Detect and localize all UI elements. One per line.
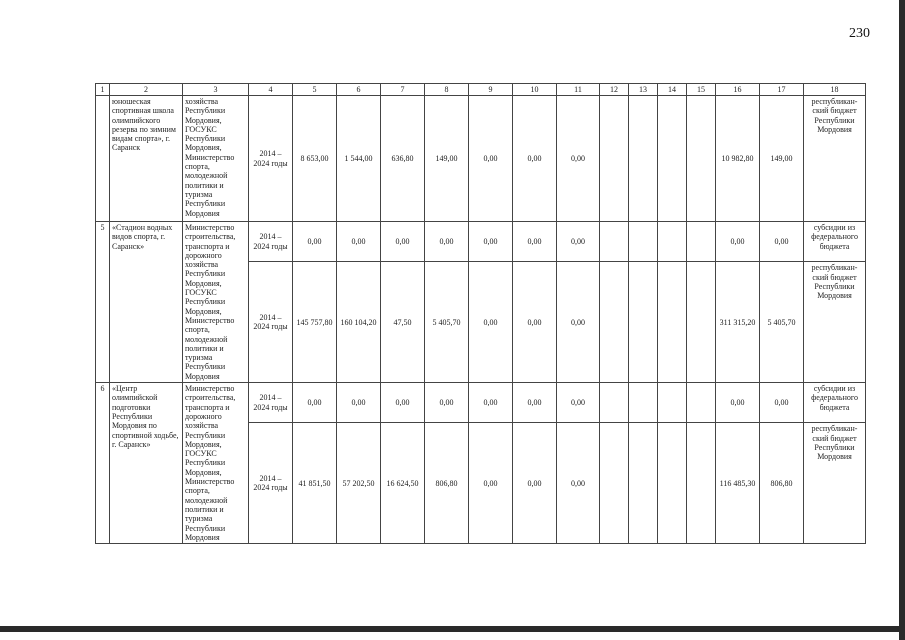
header-cell: 5 xyxy=(293,84,337,96)
value-cell xyxy=(629,262,658,383)
header-cell: 15 xyxy=(687,84,716,96)
value-cell xyxy=(687,383,716,423)
value-cell xyxy=(629,383,658,423)
value-cell: 0,00 xyxy=(425,383,469,423)
value-cell: 0,00 xyxy=(557,262,600,383)
funding-source-cell: субсидии из федерального бюджета xyxy=(804,383,866,423)
value-cell: 5 405,70 xyxy=(760,262,804,383)
period-cell: 2014 – 2024 годы xyxy=(249,423,293,544)
value-cell xyxy=(687,262,716,383)
header-cell: 1 xyxy=(96,84,110,96)
value-cell xyxy=(658,262,687,383)
value-cell: 806,80 xyxy=(760,423,804,544)
value-cell xyxy=(600,222,629,262)
header-cell: 8 xyxy=(425,84,469,96)
value-cell: 0,00 xyxy=(469,423,513,544)
right-scan-border xyxy=(899,0,905,640)
value-cell: 57 202,50 xyxy=(337,423,381,544)
value-cell: 0,00 xyxy=(381,222,425,262)
value-cell: 0,00 xyxy=(337,383,381,423)
value-cell: 149,00 xyxy=(425,96,469,222)
funding-source-cell: республикан-ский бюджет Республики Мордовия xyxy=(804,423,866,544)
header-cell: 4 xyxy=(249,84,293,96)
value-cell xyxy=(658,96,687,222)
object-name-cell: «Стадион водных видов спорта, г. Саранск» xyxy=(110,222,183,383)
value-cell: 636,80 xyxy=(381,96,425,222)
value-cell xyxy=(600,262,629,383)
value-cell: 0,00 xyxy=(513,262,557,383)
header-cell: 6 xyxy=(337,84,381,96)
funding-source-cell: республикан-ский бюджет Республики Мордовия xyxy=(804,96,866,222)
value-cell: 149,00 xyxy=(760,96,804,222)
header-cell: 9 xyxy=(469,84,513,96)
bottom-scan-border xyxy=(0,626,905,632)
value-cell: 1 544,00 xyxy=(337,96,381,222)
value-cell: 10 982,80 xyxy=(716,96,760,222)
value-cell xyxy=(658,383,687,423)
page-number: 230 xyxy=(849,26,870,41)
value-cell xyxy=(687,222,716,262)
period-cell: 2014 – 2024 годы xyxy=(249,383,293,423)
header-cell: 17 xyxy=(760,84,804,96)
value-cell: 47,50 xyxy=(381,262,425,383)
value-cell: 0,00 xyxy=(557,383,600,423)
value-cell: 41 851,50 xyxy=(293,423,337,544)
value-cell xyxy=(629,96,658,222)
period-cell: 2014 – 2024 годы xyxy=(249,222,293,262)
header-cell: 18 xyxy=(804,84,866,96)
value-cell: 8 653,00 xyxy=(293,96,337,222)
value-cell: 0,00 xyxy=(557,96,600,222)
budget-table xyxy=(95,83,866,544)
header-cell: 13 xyxy=(629,84,658,96)
value-cell: 0,00 xyxy=(760,383,804,423)
value-cell: 0,00 xyxy=(469,383,513,423)
table-row xyxy=(96,96,866,222)
value-cell: 0,00 xyxy=(469,96,513,222)
budget-table-sheet xyxy=(95,83,865,544)
value-cell: 0,00 xyxy=(293,222,337,262)
value-cell xyxy=(629,423,658,544)
period-cell: 2014 – 2024 годы xyxy=(249,262,293,383)
table-row xyxy=(96,383,866,423)
value-cell xyxy=(687,423,716,544)
value-cell xyxy=(658,423,687,544)
row-number-cell: 5 xyxy=(96,222,110,383)
value-cell: 5 405,70 xyxy=(425,262,469,383)
executor-cell: Министерство строительства, транспорта и дорожного хозяйства Республики Мордовия, ГОСУКС Республики Мордовия, Министерство спорта, молодежной политики и туризма Республики Мордовия xyxy=(183,222,249,383)
value-cell: 0,00 xyxy=(513,96,557,222)
header-cell: 10 xyxy=(513,84,557,96)
value-cell: 0,00 xyxy=(557,423,600,544)
funding-source-cell: субсидии из федерального бюджета xyxy=(804,222,866,262)
header-cell: 12 xyxy=(600,84,629,96)
value-cell xyxy=(600,96,629,222)
value-cell: 806,80 xyxy=(425,423,469,544)
table-row xyxy=(96,222,866,262)
value-cell: 0,00 xyxy=(293,383,337,423)
value-cell: 0,00 xyxy=(557,222,600,262)
value-cell: 145 757,80 xyxy=(293,262,337,383)
value-cell xyxy=(600,383,629,423)
executor-cell: хозяйства Республики Мордовия, ГОСУКС Республики Мордовия, Министерство спорта, молодежной политики и туризма Республики Мордовия xyxy=(183,96,249,222)
value-cell: 0,00 xyxy=(716,222,760,262)
value-cell: 0,00 xyxy=(760,222,804,262)
row-number-cell xyxy=(96,96,110,222)
value-cell xyxy=(658,222,687,262)
value-cell xyxy=(687,96,716,222)
value-cell xyxy=(600,423,629,544)
executor-cell: Министерство строительства, транспорта и дорожного хозяйства Республики Мордовия, ГОСУКС Республики Мордовия, Министерство спорта, молодежной политики и туризма Республики Мордовия xyxy=(183,383,249,544)
object-name-cell: «Центр олимпийской подготовки Республики Мордовия по спортивной ходьбе, г. Саранск» xyxy=(110,383,183,544)
object-name-cell: юношеская спортивная школа олимпийского резерва по зимним видам спорта», г. Саранск xyxy=(110,96,183,222)
value-cell: 0,00 xyxy=(716,383,760,423)
header-cell: 16 xyxy=(716,84,760,96)
row-number-cell: 6 xyxy=(96,383,110,544)
value-cell: 0,00 xyxy=(469,262,513,383)
header-cell: 7 xyxy=(381,84,425,96)
value-cell: 0,00 xyxy=(513,383,557,423)
period-cell: 2014 – 2024 годы xyxy=(249,96,293,222)
header-cell: 11 xyxy=(557,84,600,96)
value-cell: 16 624,50 xyxy=(381,423,425,544)
value-cell: 0,00 xyxy=(469,222,513,262)
value-cell: 0,00 xyxy=(337,222,381,262)
value-cell: 116 485,30 xyxy=(716,423,760,544)
header-cell: 3 xyxy=(183,84,249,96)
value-cell: 160 104,20 xyxy=(337,262,381,383)
header-row xyxy=(96,84,866,96)
value-cell: 0,00 xyxy=(381,383,425,423)
header-cell: 14 xyxy=(658,84,687,96)
header-cell: 2 xyxy=(110,84,183,96)
funding-source-cell: республикан-ский бюджет Республики Мордовия xyxy=(804,262,866,383)
value-cell: 311 315,20 xyxy=(716,262,760,383)
value-cell: 0,00 xyxy=(513,222,557,262)
value-cell xyxy=(629,222,658,262)
value-cell: 0,00 xyxy=(513,423,557,544)
value-cell: 0,00 xyxy=(425,222,469,262)
